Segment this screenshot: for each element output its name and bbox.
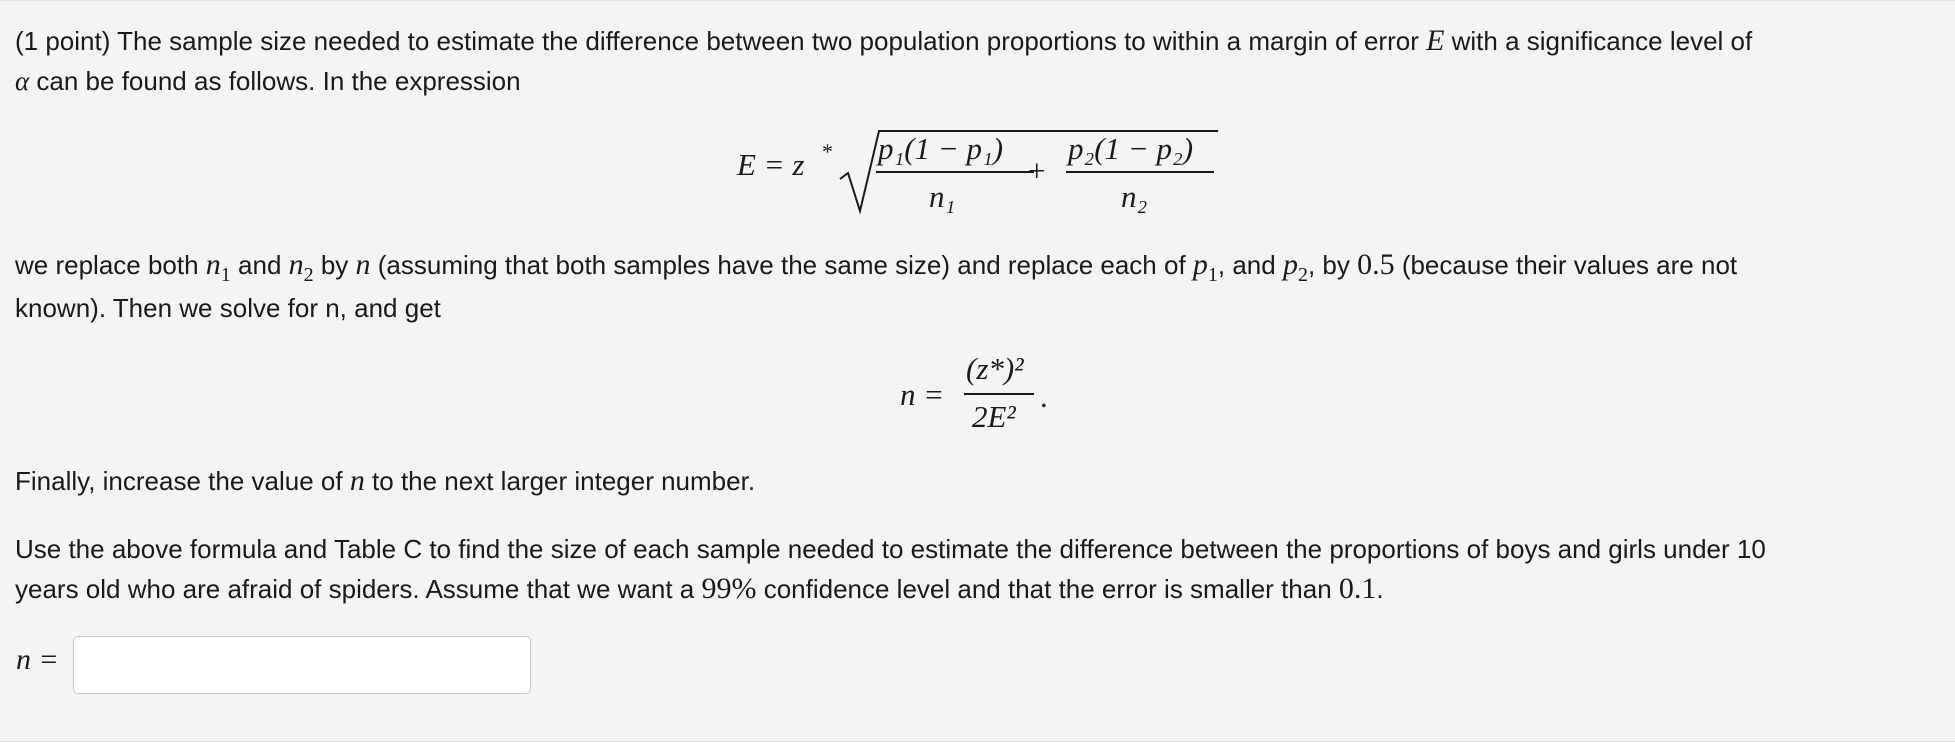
n-symbol-2: n [349, 464, 365, 497]
problem-rounding [15, 461, 1940, 501]
intro-text-3: can be found as follows. In the expression [29, 66, 521, 96]
error-value: 0.1 [1338, 572, 1377, 605]
p2-symbol: $p_2$ [1282, 248, 1308, 286]
subst-text-6: , by [1307, 250, 1358, 280]
question-text-3: confidence level and that the error is smaller than [756, 574, 1339, 604]
problem-substitution [15, 245, 1940, 328]
subst-text-8: known). Then we solve for n, and get [15, 293, 441, 323]
subst-text-1: we replace both [15, 250, 206, 280]
formula2-dot: . [1040, 379, 1048, 414]
round-text-2: to the next larger integer number. [364, 466, 756, 496]
problem-intro [15, 21, 1940, 101]
proportion-value: 0.5 [1357, 248, 1395, 281]
subst-text-4: (assuming that both samples have the same size) and replace each of [370, 250, 1193, 280]
intro-text-1: (1 point) The sample size needed to estimate the difference between two population proportions to within a margin of error [15, 26, 1427, 56]
intro-text-2: with a significance level of [1444, 26, 1753, 56]
margin-of-error-symbol: E [1426, 24, 1445, 57]
answer-label: n = [16, 643, 59, 676]
p1-symbol: $p_1$ [1192, 248, 1218, 286]
alpha-symbol: α [15, 66, 30, 96]
fraction1-denominator: n₁ [929, 179, 956, 214]
formula1-plus: + [1028, 153, 1046, 188]
formula2-bar [964, 393, 1034, 395]
fraction1-bar [876, 171, 1034, 173]
problem-question [15, 529, 1940, 609]
fraction2-denominator: n₂ [1121, 179, 1148, 214]
round-text-1: Finally, increase the value of [15, 466, 350, 496]
formula2-numerator: (z*)² [966, 351, 1024, 386]
question-text-2: years old who are afraid of spiders. Assume that we want a [15, 574, 702, 604]
n1-symbol: $n_1$ [205, 248, 231, 286]
confidence-level: 99% [701, 572, 757, 605]
n-symbol: n [355, 248, 371, 281]
subst-text-7: (because their values are not [1394, 250, 1738, 280]
formula2-lhs: n = [900, 377, 945, 412]
question-text-1: Use the above formula and Table C to find the size of each sample needed to estimate the difference between the proportions of boys and girls under 10 [15, 534, 1766, 564]
formula2-denominator: 2E² [972, 399, 1016, 434]
subst-text-5: , and [1217, 250, 1283, 280]
subst-text-3: by [313, 250, 356, 280]
fraction1-numerator: p₁(1 − p₁) [878, 131, 1004, 166]
fraction2-numerator: p₂(1 − p₂) [1068, 131, 1194, 166]
formula1-lhs: E = z [737, 147, 805, 182]
formula1-star: * [822, 139, 833, 164]
n2-symbol: $n_2$ [288, 248, 314, 286]
fraction2-bar [1066, 171, 1214, 173]
answer-input[interactable] [73, 636, 531, 694]
subst-text-2: and [230, 250, 289, 280]
question-text-4: . [1376, 574, 1384, 604]
